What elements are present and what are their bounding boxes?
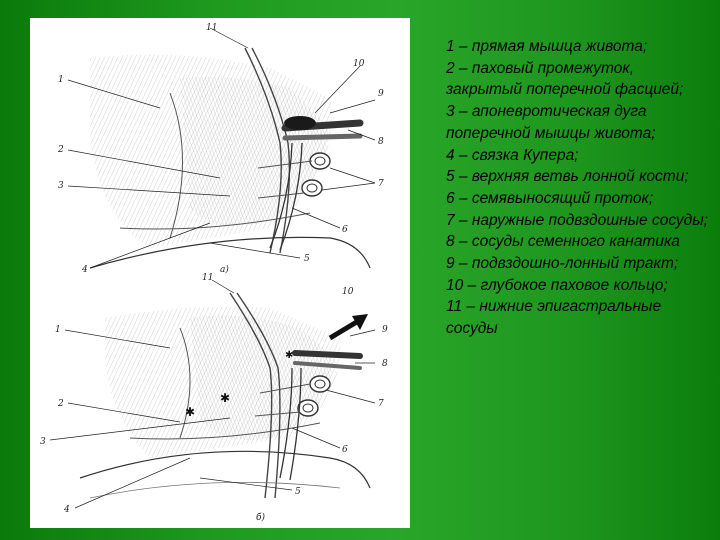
svg-text:✱: ✱ bbox=[220, 391, 231, 405]
bottom-label-11: 11 bbox=[202, 273, 214, 283]
anatomy-drawing bbox=[30, 18, 410, 528]
legend-item-3: 3 – апоневротическая дуга поперечной мышцы живота; bbox=[446, 103, 656, 142]
bottom-label-6: 6 bbox=[342, 445, 348, 455]
legend-item-1: 1 – прямая мышца живота; bbox=[446, 38, 648, 55]
legend-item-6: 6 – семявыносящий проток; bbox=[446, 189, 654, 207]
bottom-label-5: 5 bbox=[295, 487, 301, 497]
bottom-label-8: 8 bbox=[382, 359, 388, 369]
bottom-label-10: 10 bbox=[342, 287, 354, 297]
bottom-label-9: 9 bbox=[382, 325, 388, 335]
top-label-3: 3 bbox=[58, 181, 64, 191]
top-label-10: 10 bbox=[353, 59, 365, 69]
legend-item-11: 11 – нижние эпигастральные сосуды bbox=[446, 298, 662, 338]
top-label-8: 8 bbox=[378, 137, 384, 147]
drawing-b bbox=[40, 273, 388, 523]
top-label-2: 2 bbox=[58, 145, 64, 155]
drawing-a bbox=[57, 23, 384, 275]
bottom-label-4: 4 bbox=[64, 505, 70, 515]
legend-item-10: 10 – глубокое паховое кольцо; bbox=[446, 276, 668, 294]
legend-list bbox=[446, 36, 708, 340]
top-figure-caption: а) bbox=[220, 265, 229, 275]
svg-text:✱: ✱ bbox=[285, 350, 294, 361]
bottom-label-1: 1 bbox=[55, 325, 61, 335]
bottom-figure-caption: б) bbox=[256, 513, 266, 523]
legend-item-5: 5 – верхняя ветвь лонной кости; bbox=[446, 168, 689, 186]
top-label-7: 7 bbox=[378, 179, 384, 189]
legend-item-2: 2 – паховый промежуток, закрытый поперечной фасцией; bbox=[446, 59, 684, 99]
legend-item-7: 7 – наружные подвздошные сосуды; bbox=[446, 211, 708, 229]
top-label-9: 9 bbox=[378, 89, 384, 99]
top-label-4: 4 bbox=[82, 265, 88, 275]
bottom-label-7: 7 bbox=[378, 399, 384, 409]
top-label-6: 6 bbox=[342, 225, 348, 235]
top-label-5: 5 bbox=[304, 254, 310, 264]
top-label-1: 1 bbox=[58, 75, 64, 85]
bottom-label-3: 3 bbox=[40, 437, 46, 447]
bottom-label-2: 2 bbox=[58, 399, 64, 409]
legend-item-8: 8 – сосуды семенного канатика bbox=[446, 233, 680, 251]
svg-text:✱: ✱ bbox=[185, 405, 196, 419]
legend-item-9: 9 – подвздошно-лонный тракт; bbox=[446, 255, 679, 273]
legend-item-4: 4 – связка Купера; bbox=[446, 146, 579, 164]
anatomy-figure bbox=[30, 18, 410, 528]
top-label-11: 11 bbox=[206, 23, 218, 33]
